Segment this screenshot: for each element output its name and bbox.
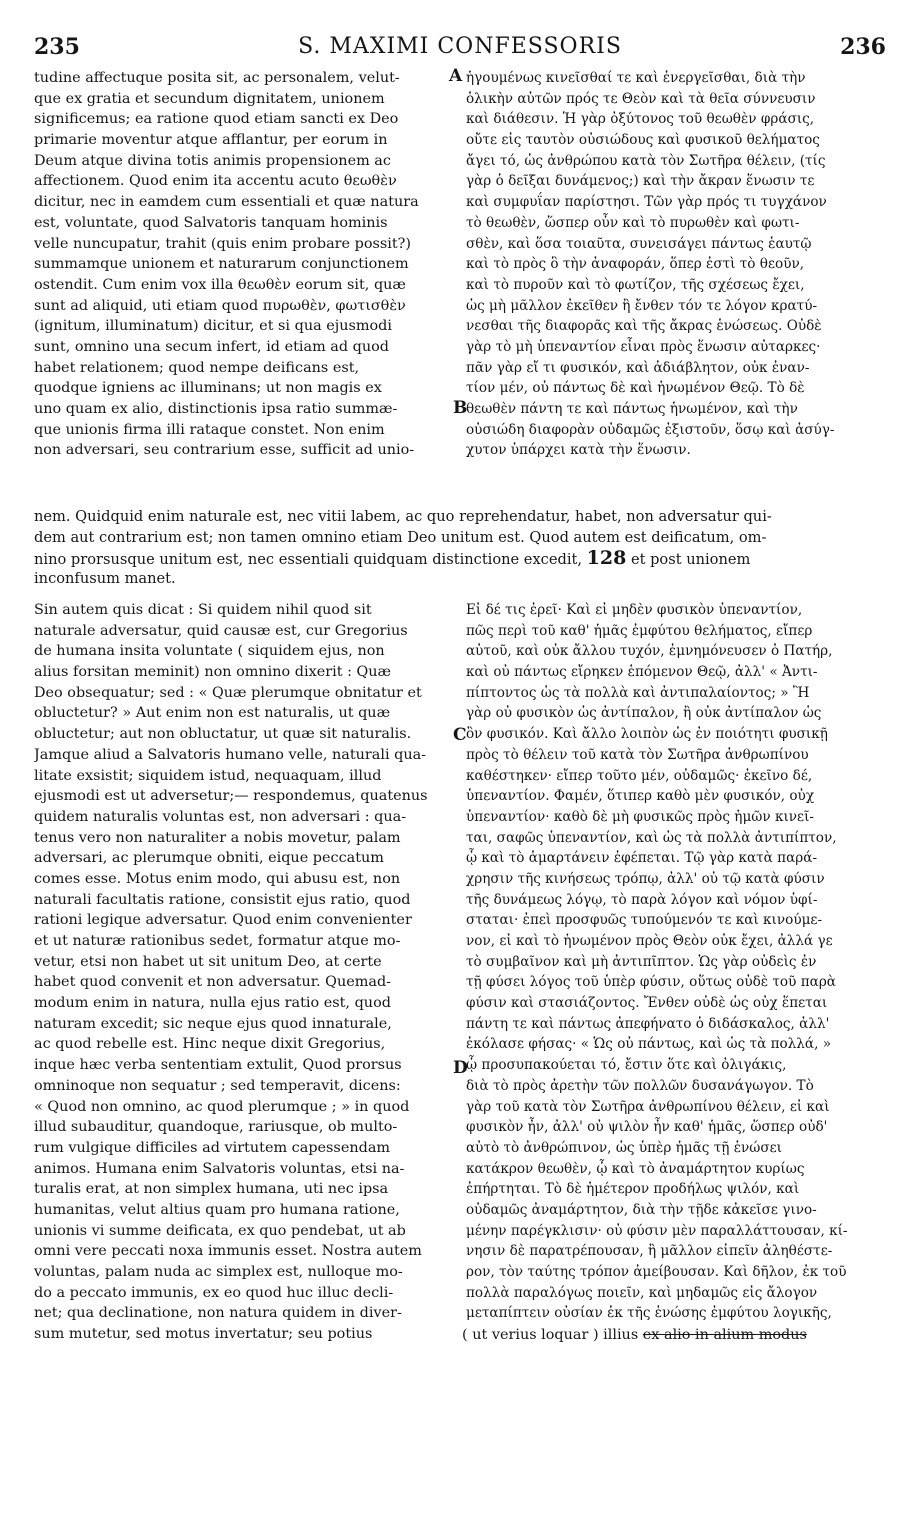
text-line: καὶ τὸ πυροῦν καὶ τὸ φωτίζον, τῆς σχέσεως ἔχει,: [466, 276, 805, 293]
text-line: Deo obsequatur; sed : « Quæ plerumque obnitatur et: [34, 684, 422, 701]
text-line: ac quod rebelle est. Hinc neque dixit Gregorius,: [34, 1036, 386, 1053]
text-line: modum enim in natura, nulla ejus ratio est, quod: [34, 995, 391, 1012]
text-line: Sin autem quis dicat : Si quidem nihil quod sit: [34, 602, 372, 618]
text-segment: et post unionem: [630, 551, 751, 569]
text-line: comes esse. Motus enim modo, qui abusu est, non: [34, 870, 401, 887]
text-line: ostendit. Cum enim vox illa θεωθὲν eorum sit, quæ: [34, 276, 406, 293]
text-line: τὸ συμβαῖνον καὶ μὴ ἀντιπῖπτον. Ὡς γὰρ οὐδεὶς ἐν: [466, 953, 817, 970]
text-line: dem aut contrarium est; non tamen omnino etiam Deo unitum est. Quod autem est deificatum, om-: [34, 528, 767, 546]
page-number-right: 236: [840, 34, 886, 60]
text-line: νεσθαι τῆς διαφορᾶς καὶ τῆς ἄκρας ἑνώσεως. Οὐδὲ: [466, 318, 822, 335]
text-line: ὡς μὴ μᾶλλον ἐκεῖθεν ἢ ἔνθεν τόν τε λόγον κρατύ-: [466, 297, 818, 314]
text-line: vetur, etsi non habet ut sit unitum Deo, at certe: [34, 953, 382, 970]
text-line: ejusmodi est ut adversetur;— respondemus, quatenus: [34, 788, 428, 805]
text-segment: ex alio in alium modus: [642, 1327, 807, 1343]
text-line: obluctetur? » Aut enim non est naturalis, ut quæ: [34, 705, 391, 722]
margin-marker-b: B: [453, 398, 468, 418]
margin-marker-a: A: [449, 66, 463, 86]
text-line: Εἰ δέ τις ἐρεῖ· Καὶ εἰ μηδὲν φυσικὸν ὑπεναντίον,: [466, 602, 803, 618]
latin-column-2: [34, 600, 446, 1345]
text-line: do a peccato immunis, ex eo quod huc illuc decli-: [34, 1284, 394, 1301]
text-line: affectionem. Quod enim ita accentu acuto θεωθὲν: [34, 173, 397, 190]
text-line: rationi legique adversatur. Quod enim convenienter: [34, 912, 412, 929]
greek-column-1: [466, 68, 888, 461]
text-line: οὔτε εἰς ταυτὸν οὐσιώδους καὶ φυσικοῦ θελήματος: [466, 132, 820, 149]
text-line: et ut naturæ rationibus sedet, formatur atque mo-: [34, 933, 401, 949]
text-line: καὶ τὸ πρὸς ὃ τὴν ἀναφοράν, ὅπερ ἐστὶ τὸ θεοῦν,: [466, 256, 805, 273]
text-line: unionis vi summe deificata, ex quo pendebat, ut ab: [34, 1222, 406, 1239]
text-line: turalis erat, at non simplex humana, uti nec ipsa: [34, 1181, 389, 1198]
text-line: Jamque aliud a Salvatoris humano velle, naturali qua-: [34, 746, 427, 763]
text-line: φύσιν καὶ στασιάζοντος. Ἔνθεν οὐδὲ ὡς οὐχ ἕπεται: [466, 995, 828, 1012]
text-line: πολλὰ παραλόγως ποιεῖν, καὶ μηδαμῶς εἰς ἄλογον: [466, 1284, 818, 1301]
text-line: tenus vero non naturaliter a nobis movetur, palam: [34, 829, 401, 846]
text-line: αὐτὸ τὸ ἀνθρώπινον, ὡς ὑπὲρ ἡμᾶς τῇ ἑνώσει: [466, 1139, 783, 1156]
text-line: σταται· ἐπεὶ προσφυῶς τυπούμενόν τε καὶ κινούμε-: [466, 912, 823, 929]
page-header: [34, 34, 886, 64]
text-line: ται, σαφῶς ὑπεναντίον, καὶ ὡς τὰ πολλὰ ἀντιπίπτον,: [466, 829, 837, 846]
full-width-text: [34, 507, 888, 590]
text-line: γὰρ ὁ δεῖξαι δυνάμενος;) καὶ τὴν ἄκραν ἕνωσιν τε: [466, 173, 815, 190]
text-line: θεωθὲν πάντη τε καὶ πάντως ἡνωμένον, καὶ τὴν: [466, 401, 798, 417]
text-line: « Quod non omnino, ac quod plerumque ; » in quod: [34, 1098, 410, 1115]
text-line: que ex gratia et secundum dignitatem, unionem: [34, 90, 385, 107]
text-line: διὰ τὸ πρὸς ἀρετὴν τῶν πολλῶν δυσανάγωγον. Τὸ: [466, 1077, 814, 1094]
text-line: ᾧ καὶ τὸ ἁμαρτάνειν ἐφέπεται. Τῷ γὰρ κατὰ παρά-: [466, 850, 818, 867]
text-line: πῶς περὶ τοῦ καθ' ἡμᾶς ἐμφύτου θελήματος, εἴπερ: [466, 622, 813, 639]
text-line: summamque unionem et naturarum conjunctionem: [34, 256, 409, 273]
text-line: τὸ θεωθὲν, ὥσπερ οὖν καὶ τὸ πυρωθὲν καὶ φωτι-: [466, 214, 800, 231]
text-line: habet relationem; quod nempe deificans est,: [34, 359, 360, 376]
text-line: χρησιν τῆς κινήσεως τρόπῳ, ἀλλ' οὐ τῷ κατὰ φύσιν: [466, 870, 825, 887]
text-line: alius forsitan meminit) non omnino dixerit : Quæ: [34, 664, 392, 681]
text-line: dicitur, nec in eamdem cum essentiali et quæ natura: [34, 194, 419, 211]
text-line: net; qua declinatione, non natura quidem in diver-: [34, 1305, 402, 1322]
text-line: πάντη τε καὶ πάντως ἀπεφήνατο ὁ διδάσκαλος, ἀλλ': [466, 1015, 830, 1032]
text-line: sum mutetur, sed motus invertatur; seu potius: [34, 1326, 373, 1343]
text-line: νον, εἰ καὶ τὸ ἡνωμένον πρὸς Θεὸν οὐκ ἔχει, ἀλλά γε: [466, 933, 833, 949]
text-line: [34, 548, 888, 569]
text-line: ὑπεναντίον. Φαμέν, ὅτιπερ καθὸ μὲν φυσικόν, οὐχ: [466, 788, 815, 805]
text-line: φυσικὸν ἦν, ἀλλ' οὐ ψιλὸν ἦν καθ' ἡμᾶς, ὥσπερ οὐδ': [466, 1119, 828, 1136]
text-line: οὐσιώδη διαφορὰν οὐδαμῶς ἐξιστοῦν, ὅσῳ καὶ ἀσύγ-: [466, 421, 835, 438]
text-line: ρον, τὸν ταύτης τρόπον ἀμείβουσαν. Καὶ δῆλον, ἐκ τοῦ: [466, 1264, 847, 1280]
text-line: μεταπίπτειν οὐσίαν ἐκ τῆς ἑνώσης ἐμφύτου λογικῆς,: [466, 1305, 832, 1322]
text-line: πᾶν γὰρ εἴ τι φυσικόν, καὶ ἀδιάβλητον, οὐκ ἐναν-: [466, 359, 810, 376]
text-line: naturam excedit; sic neque ejus quod innaturale,: [34, 1015, 392, 1032]
text-line: inque hæc verba sententiam extulit, Quod prorsus: [34, 1057, 402, 1074]
text-line: οὐδαμῶς ἀναμάρτητον, διὰ τὴν τῇδε κἀκεῖσε γινο-: [466, 1201, 817, 1218]
text-line: γὰρ οὐ φυσικὸν ὡς ἀντίπαλον, ἢ οὐκ ἀντίπαλον ὡς: [466, 705, 822, 722]
text-line: rum vulgique difficiles ad virtutem capessendam: [34, 1139, 391, 1156]
text-line: litate exsistit; siquidem istud, nequaquam, illud: [34, 767, 382, 784]
text-line: nem. Quidquid enim naturale est, nec vitii labem, ac quo reprehendatur, habet, non adversatur qui-: [34, 508, 772, 525]
text-line: velle nuncupatur, trahit (quis enim probare possit?): [34, 235, 411, 252]
text-segment: nino prorsusque unitum est, nec essentiali quidquam distinctione excedit,: [34, 551, 582, 569]
text-line: habet quod convenit et non adversatur. Quemad-: [34, 974, 392, 991]
text-line: γὰρ τὸ μὴ ὑπεναντίον εἶναι πρὸς ἕνωσιν αὐταρκες·: [466, 338, 821, 355]
text-line: ἐκόλασε φήσας· « Ὡς οὐ πάντως, καὶ ὡς τὰ πολλά, »: [466, 1036, 832, 1053]
final-line-continuation: [462, 1325, 892, 1346]
text-line: νησιν δὲ παρατρέπουσαν, ἢ μᾶλλον εἰπεῖν ἀληθέστε-: [466, 1243, 833, 1260]
text-line: ἡγουμένως κινεῖσθαί τε καὶ ἐνεργεῖσθαι, διὰ τὴν: [466, 70, 806, 86]
text-line: σθὲν, καὶ ὅσα τοιαῦτα, συνεισάγει πάντως ἑαυτῷ: [466, 235, 812, 252]
text-line: animos. Humana enim Salvatoris voluntas, etsi na-: [34, 1160, 405, 1177]
text-line: omni vere peccati noxa immunis esset. Nostra autem: [34, 1243, 422, 1260]
text-line: sunt ad aliquid, uti etiam quod πυρωθὲν, φωτισθὲν: [34, 297, 406, 314]
margin-marker-c: C: [453, 725, 467, 745]
text-line: καὶ διάθεσιν. Ἡ γὰρ ὀξύτονος τοῦ θεωθὲν φράσις,: [466, 111, 815, 128]
text-line: non adversari, seu contrarium esse, sufficit ad unio-: [34, 442, 415, 459]
text-line: omninoque non sequatur ; sed temperavit, dicens:: [34, 1077, 401, 1094]
text-line: τίον μέν, οὐ πάντως δὲ καὶ ἡνωμένον Θεῷ. Τὸ δὲ: [466, 380, 805, 397]
text-line: naturali facultatis ratione, consistit ejus ratio, quod: [34, 891, 411, 908]
text-line: uno quam ex alio, distinctionis ipsa ratio summæ-: [34, 401, 398, 417]
text-line: καθέστηκεν· εἴπερ τοῦτο μέν, οὐδαμῶς· ἐκεῖνο δέ,: [466, 767, 813, 784]
text-line: inconfusum manet.: [34, 570, 176, 588]
text-line: καὶ οὐ πάντως εἴρηκεν ἑπόμενον Θεῷ, ἀλλ' « Ἀντι-: [466, 664, 818, 681]
text-line: ἄγει τό, ὡς ἀνθρώπου κατὰ τὸν Σωτῆρα θέλειν, (τίς: [466, 152, 826, 169]
text-line: tudine affectuque posita sit, ac personalem, velut-: [34, 70, 400, 86]
text-line: sunt, omnino una secum infert, id etiam ad quod: [34, 338, 390, 355]
text-line: [462, 1325, 892, 1346]
text-line: que unionis firma illi rataque constet. Non enim: [34, 421, 385, 438]
text-line: primarie moventur atque afflantur, per eorum in: [34, 132, 388, 149]
text-line: τῇ φύσει λόγος τοῦ ὑπὲρ φύσιν, οὕτως οὐδὲ τοῦ παρὰ: [466, 974, 836, 991]
text-line: αὐτοῦ, καὶ οὐκ ἄλλου τυχόν, ἐμνημόνευσεν ὁ Πατήρ,: [466, 643, 833, 660]
text-line: est, voluntate, quod Salvatoris tanquam hominis: [34, 214, 388, 231]
text-line: πίπτοντος ὡς τὰ πολλὰ καὶ ἀντιπαλαίοντος; » Ἢ: [466, 684, 810, 701]
margin-marker-d: D: [453, 1058, 468, 1078]
text-line: voluntas, palam nuda ac simplex est, nulloque mo-: [34, 1264, 403, 1280]
text-line: μένην παρέγκλισιν· οὐ φύσιν μὲν παραλλάττουσαν, κί-: [466, 1222, 848, 1239]
text-line: Deum atque divina totis animis propensionem ac: [34, 152, 391, 169]
text-line: ᾧ προσυπακούεται τό, ἔστιν ὅτε καὶ ὀλιγάκις,: [466, 1057, 787, 1074]
text-line: significemus; ea ratione quod etiam sancti ex Deo: [34, 111, 399, 128]
text-line: ἐπήρτηται. Τὸ δὲ ἡμέτερον προδήλως ψιλόν, καὶ: [466, 1181, 800, 1198]
text-line: obluctetur; aut non obluctatur, ut quæ sit naturalis.: [34, 726, 412, 743]
text-line: naturale adversatur, quid causæ est, cur Gregorius: [34, 622, 408, 639]
text-line: γὰρ τοῦ κατὰ τὸν Σωτῆρα ἀνθρωπίνου θέλειν, εἰ καὶ: [466, 1098, 830, 1115]
text-line: illud subauditur, quandoque, rariusque, ob multo-: [34, 1119, 398, 1136]
text-line: ὑπεναντίον· καθὸ δὲ μὴ φυσικῶς πρὸς ἡμῶν κινεῖ-: [466, 808, 815, 825]
text-line: χυτον ὑπάρχει κατὰ τὴν ἕνωσιν.: [466, 442, 691, 459]
text-line: πρὸς τὸ θέλειν τοῦ κατὰ τὸν Σωτῆρα ἀνθρωπίνου: [466, 746, 809, 763]
text-line: de humana insita voluntate ( siquidem ejus, non: [34, 643, 385, 660]
text-line: (ignitum, illuminatum) dicitur, et si qua ejusmodi: [34, 318, 393, 335]
text-line: τῆς δυνάμεως λόγῳ, τὸ παρὰ λόγον καὶ νόμον ὑφί-: [466, 891, 818, 908]
text-line: ὁλικὴν αὐτῶν πρός τε Θεὸν καὶ τὰ θεῖα σύννευσιν: [466, 90, 816, 107]
text-segment: ( ut verius loquar ) illius: [462, 1327, 639, 1343]
text-line: quodque igniens ac illuminans; ut non magis ex: [34, 380, 382, 397]
text-line: humanitas, velut altius quam pro humana ratione,: [34, 1201, 400, 1218]
column-number: 128: [586, 548, 627, 570]
text-line: adversari, ac plerumque obniti, eique peccatum: [34, 850, 384, 867]
greek-column-2: [466, 600, 888, 1324]
text-line: καὶ συμφυΐαν παρίστησι. Τῶν γὰρ πρός τι τυγχάνον: [466, 194, 827, 211]
latin-column-1: [34, 68, 446, 461]
running-title: S. MAXIMI CONFESSORIS: [298, 34, 622, 59]
text-line: ὂν φυσικόν. Καὶ ἄλλο λοιπὸν ὡς ἐν ποιότητι φυσικῇ: [466, 726, 828, 743]
text-line: κατάκρον θεωθὲν, ᾧ καὶ τὸ ἀναμάρτητον κυρίως: [466, 1160, 805, 1177]
text-line: quidem naturalis voluntas est, non adversari : qua-: [34, 808, 407, 825]
page-number-left: 235: [34, 34, 80, 60]
